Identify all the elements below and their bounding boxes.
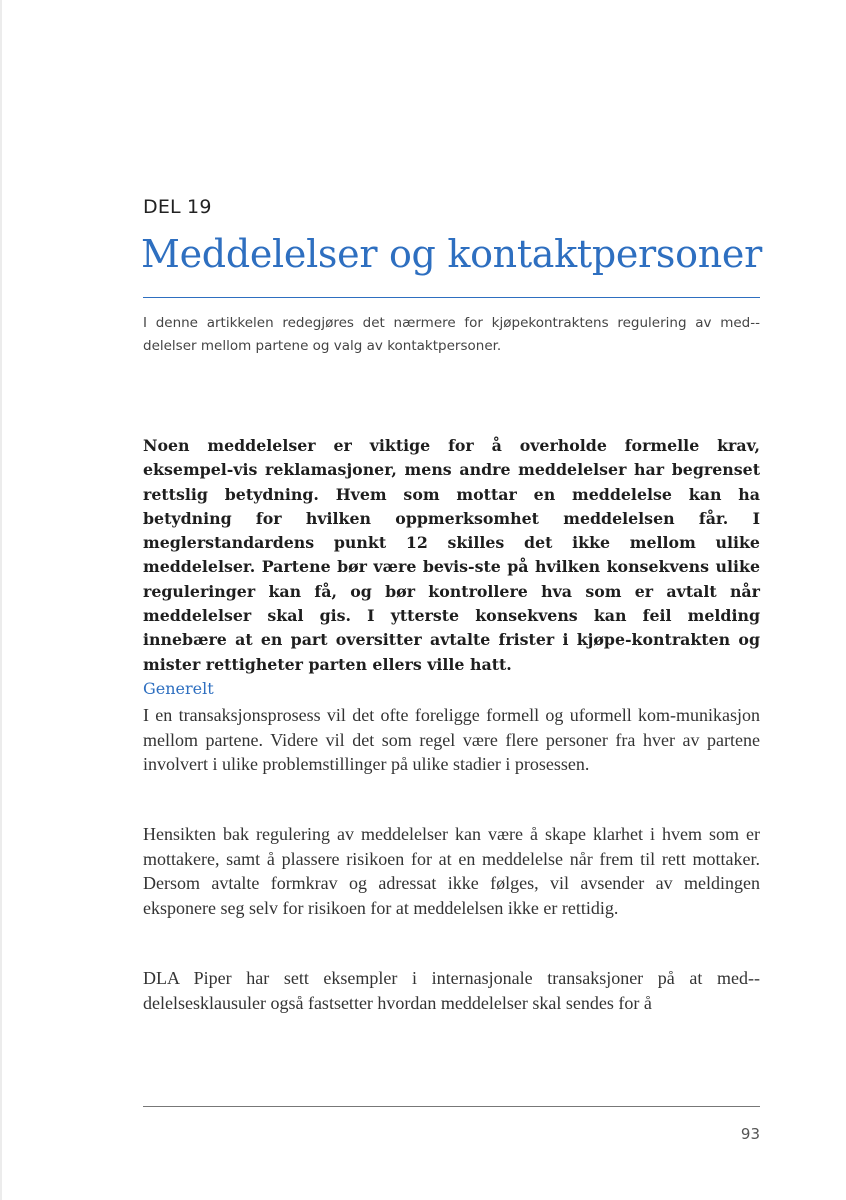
title-divider (143, 297, 760, 298)
section-heading: Generelt (143, 679, 214, 698)
page-spine-edge (0, 0, 2, 1200)
body-paragraph: Hensikten bak regulering av meddelelser kan være å skape klarhet i hvem som er mottakere, samt å plassere risikoen for at en meddelelse når frem til rett mottaker. Dersom avtalte formkrav og adressat ikke følges, vil avsender av meldingen eksponere seg selv for risikoen for at meddelelsen ikke er rettidig. (143, 824, 760, 918)
intro-text: I denne artikkelen redegjøres det nærmere for kjøpekontraktens regulering av med-delelser mellom partene og valg av kontaktpersoner. (143, 315, 760, 354)
part-label: DEL 19 (143, 196, 212, 218)
page-title: Meddelelser og kontaktpersoner (141, 232, 762, 276)
page-number: 93 (740, 1125, 760, 1143)
lead-paragraph: Noen meddelelser er viktige for å overholde formelle krav, eksempel-vis reklamasjoner, mens andre meddelelser har begrenset rettslig betydning. Hvem som mottar en meddelelse kan ha betydning for hvilken oppmerksomhet meddelelsen får. I meglerstandardens punkt 12 skilles det ikke mellom ulike meddelelser. Partene bør være bevis-ste på hvilken konsekvens ulike reguleringer kan få, og bør kontrollere hva som er avtalt når meddelelser skal gis. I ytterste konsekvens kan feil melding innebære at en part oversitter avtalte frister i kjøpe-kontrakten og mister rettigheter parten ellers ville hatt. (143, 436, 760, 674)
footer-divider (143, 1106, 760, 1107)
body-paragraph: I en transaksjonsprosess vil det ofte foreligge formell og uformell kom-munikasjon mellom partene. Videre vil det som regel være flere personer fra hver av partene involvert i ulike problemstillinger på ulike stadier i prosessen. (143, 705, 760, 774)
body-paragraph: DLA Piper har sett eksempler i internasjonale transaksjoner på at med-delelsesklausuler også fastsetter hvordan meddelelser skal sendes for å (143, 968, 760, 1013)
